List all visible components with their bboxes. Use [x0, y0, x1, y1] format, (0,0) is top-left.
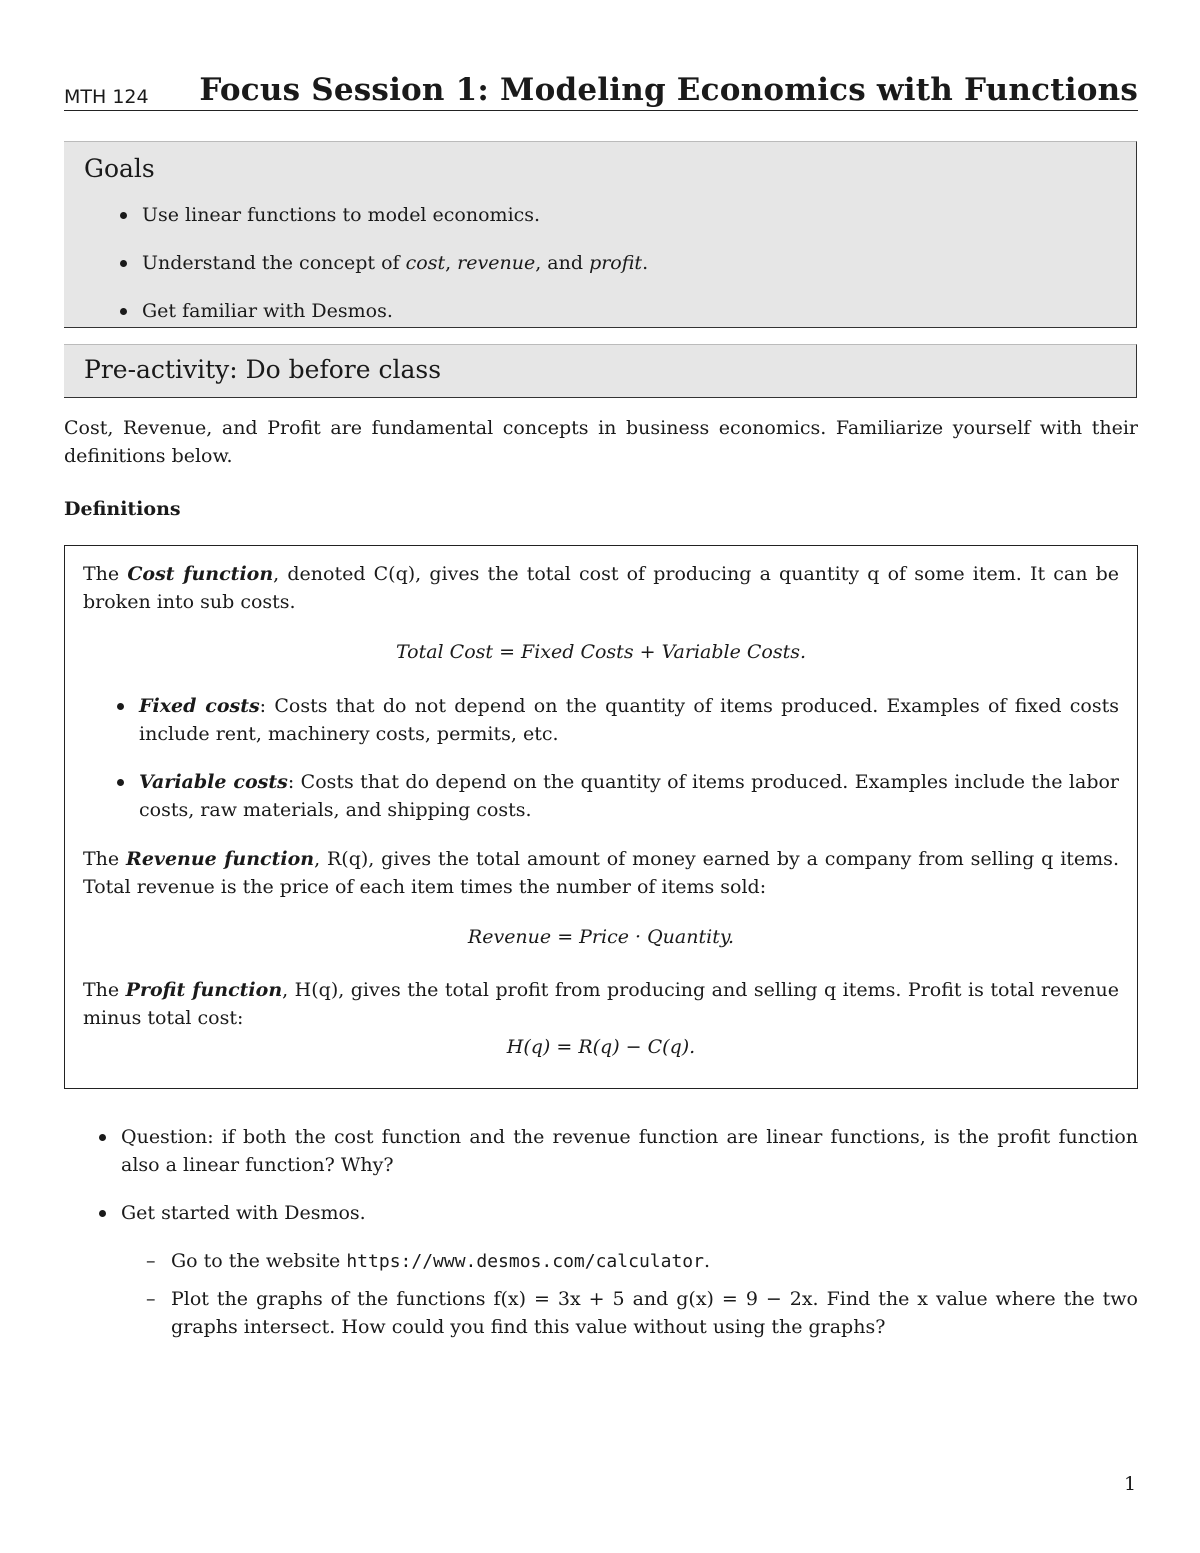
profit-equation: H(q) = R(q) − C(q).: [506, 1036, 696, 1058]
definitions-heading: Definitions: [64, 498, 181, 520]
pre-activity-heading: Pre-activity: Do before class: [84, 355, 442, 384]
goals-list: [64, 200, 648, 344]
goals-box: [64, 141, 1137, 328]
intro-paragraph: Cost, Revenue, and Profit are fundamental concepts in business economics. Familiarize yourself with their definitions below.: [64, 417, 1138, 467]
variable-costs-item: Variable costs: Costs that do depend on the quantity of items produced. Examples include the labor costs, raw materials, and shipping costs.: [139, 768, 1119, 824]
goal-item: Get familiar with Desmos.: [64, 296, 648, 344]
bullet-icon: [117, 779, 124, 786]
goal-item: Understand the concept of cost, revenue, and profit.: [64, 248, 648, 296]
revenue-equation: Revenue = Price · Quantity.: [467, 926, 735, 948]
pre-activity-box: [64, 344, 1137, 398]
bullet-icon: [99, 1134, 106, 1141]
question-item: Question: if both the cost function and the revenue function are linear functions, is the profit function also a linear function? Why?: [121, 1123, 1138, 1179]
cost-definition: The Cost function, denoted C(q), gives the total cost of producing a quantity q of some item. It can be broken into sub costs.: [83, 563, 1120, 613]
bullet-icon: [99, 1210, 106, 1217]
page-title: Focus Session 1: Modeling Economics with Functions: [199, 72, 1138, 108]
cost-equation: Total Cost = Fixed Costs + Variable Costs.: [395, 641, 807, 663]
revenue-definition: The Revenue function, R(q), gives the total amount of money earned by a company from selling q items. Total revenue is the price of each item times the number of items sold:: [83, 848, 1119, 898]
goal-item: Use linear functions to model economics.: [64, 200, 648, 248]
bullet-icon: [117, 703, 124, 710]
desmos-url-link[interactable]: https://www.desmos.com/calculator: [346, 1251, 704, 1272]
page-header: [64, 70, 1138, 111]
profit-definition: The Profit function, H(q), gives the total profit from producing and selling q items. Profit is total revenue minus total cost:: [83, 979, 1119, 1029]
goals-heading: Goals: [84, 154, 155, 183]
bullet-icon: [120, 260, 127, 267]
page-number: 1: [1124, 1473, 1137, 1495]
course-code: MTH 124: [64, 86, 149, 108]
bullet-icon: [120, 308, 127, 315]
definitions-box: [64, 545, 1138, 1089]
fixed-costs-item: Fixed costs: Costs that do not depend on the quantity of items produced. Examples of fixed costs include rent, machinery costs, permits, etc.: [139, 692, 1119, 748]
desmos-item: Get started with Desmos.: [121, 1199, 1138, 1227]
dash-icon: –: [146, 1288, 156, 1310]
plot-graphs-step: – Plot the graphs of the functions f(x) = 3x + 5 and g(x) = 9 − 2x. Find the x value where the two graphs intersect. How could you find this value without using the graphs?: [171, 1285, 1138, 1341]
desmos-website-step: – Go to the website https://www.desmos.com/calculator.: [171, 1247, 1138, 1276]
dash-icon: –: [146, 1250, 156, 1272]
bullet-icon: [120, 212, 127, 219]
